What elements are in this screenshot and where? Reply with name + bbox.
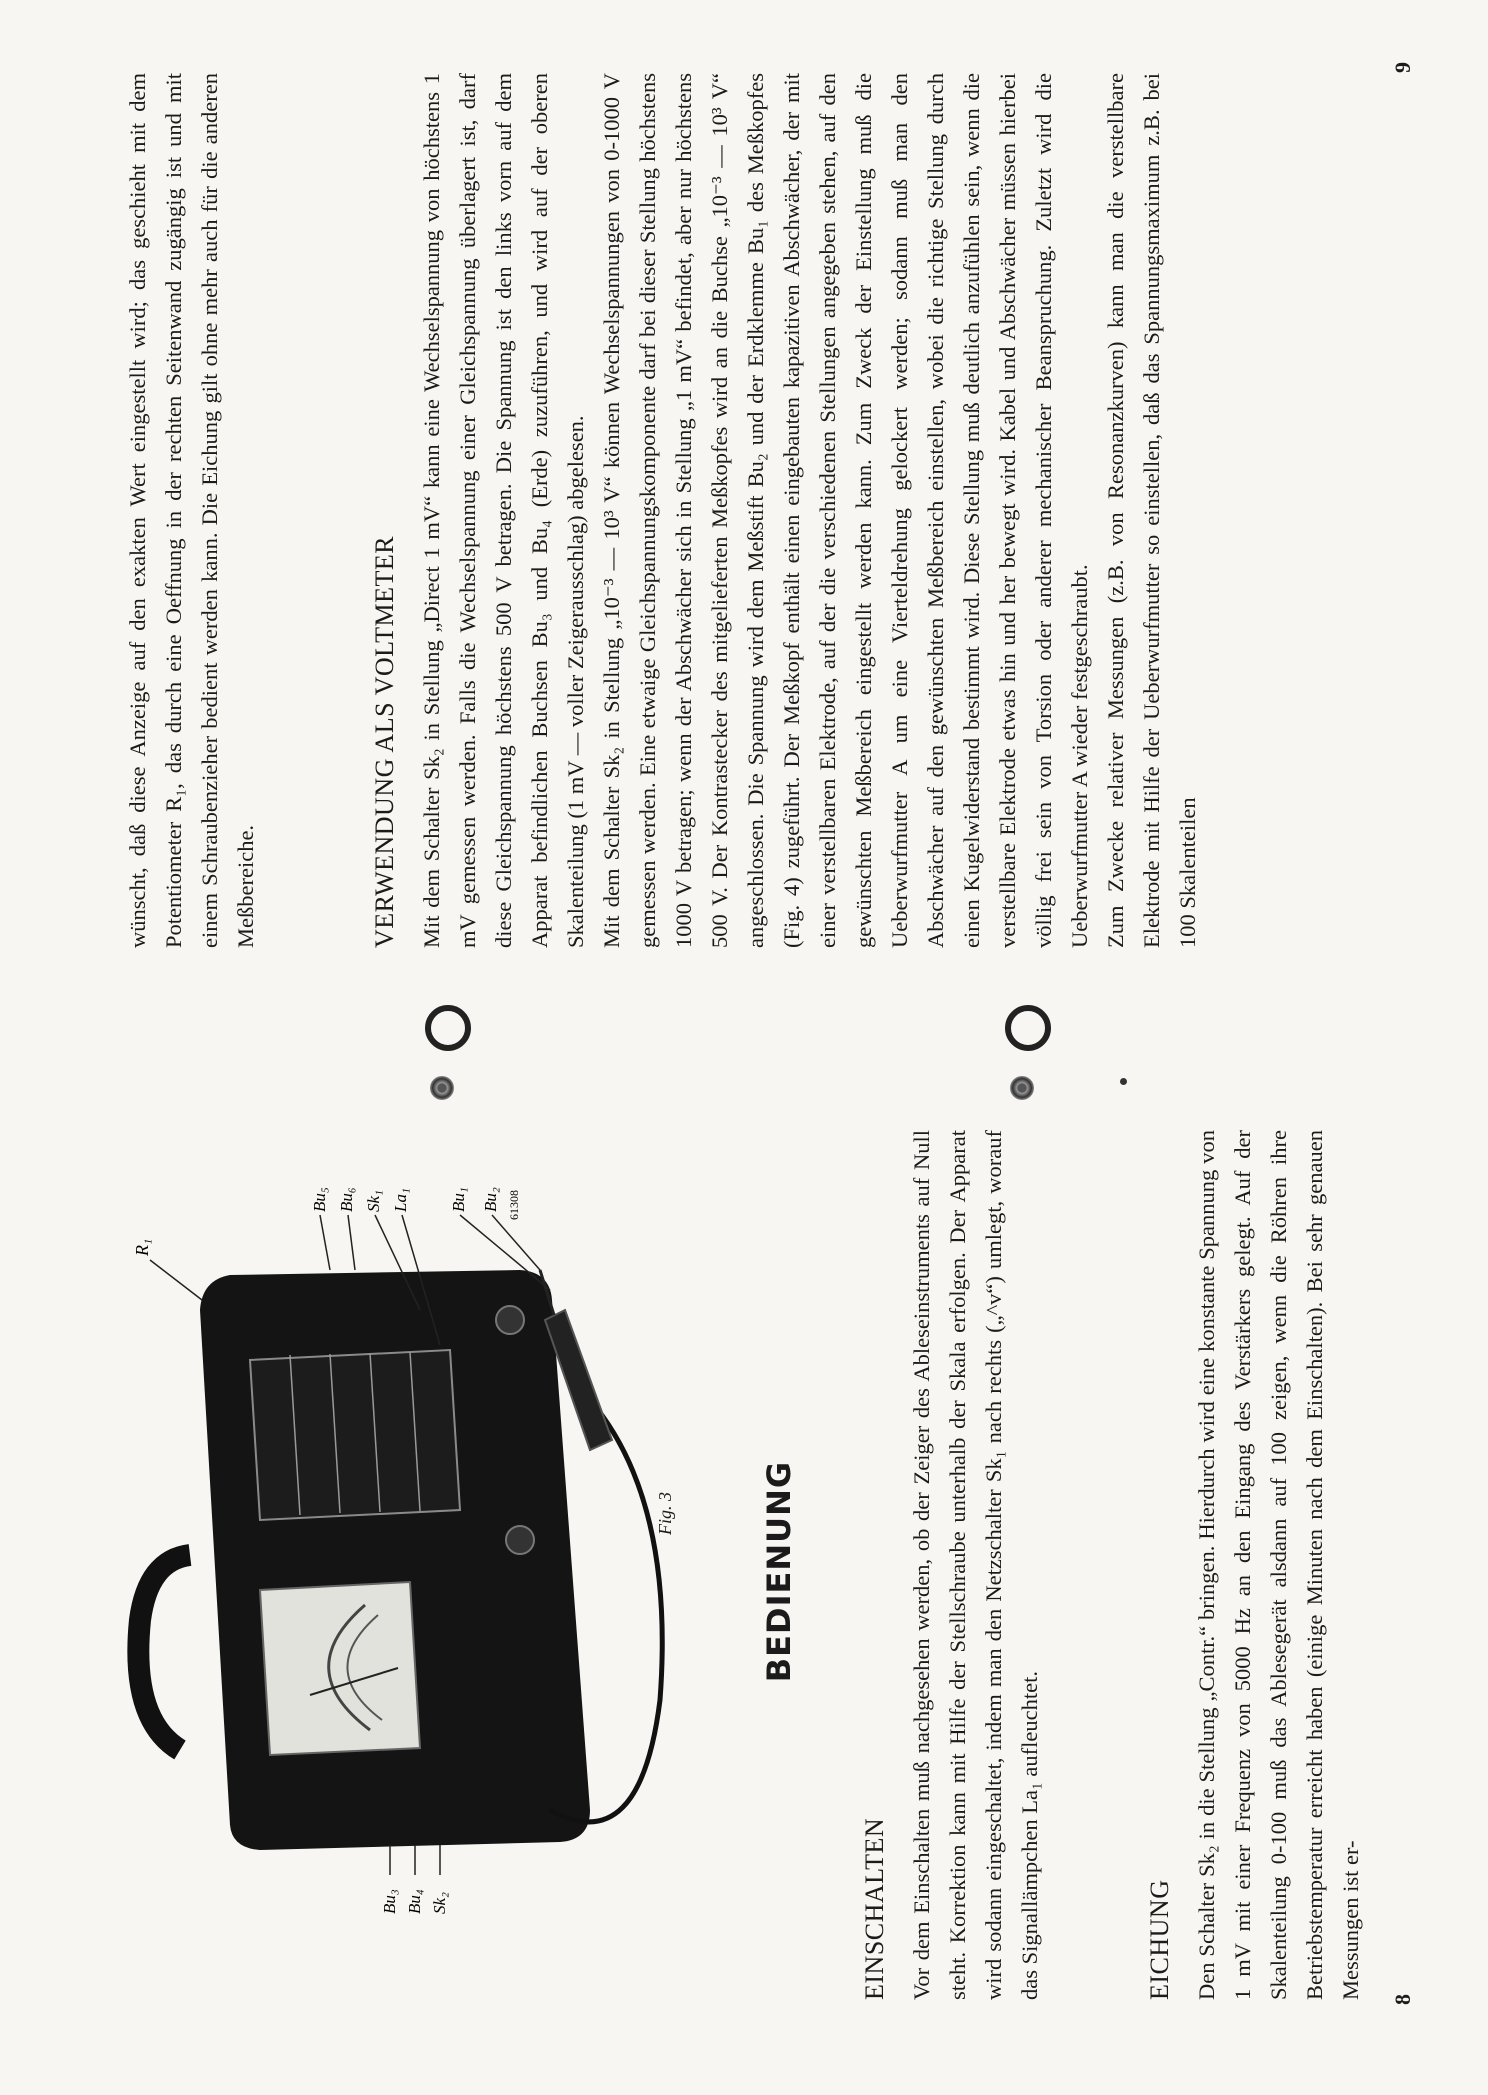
page-number-left: 8 — [1390, 1994, 1415, 2005]
range-switch-panel — [250, 1350, 460, 1520]
section-eichung — [1145, 1130, 1369, 2000]
label-bu6: Bu₆ — [337, 1187, 356, 1212]
figure-3-device-illustration — [120, 1160, 680, 1920]
main-heading-bedienung: BEDIENUNG — [760, 1460, 798, 1683]
label-bu2: Bu₂ — [481, 1187, 500, 1212]
figure-caption: Fig. 3 — [655, 1492, 675, 1535]
left-page — [0, 1048, 1488, 2095]
label-r1: R₁ — [132, 1238, 152, 1256]
rivet-mark — [430, 1076, 454, 1100]
heading-eichung: EICHUNG — [1145, 1879, 1174, 2000]
label-bu4: Bu₄ — [405, 1889, 424, 1914]
label-sk1: Sk₁ — [364, 1190, 383, 1212]
section-voltmeter — [370, 73, 1206, 948]
rivet-mark — [1010, 1076, 1034, 1100]
knob-sk1 — [496, 1306, 524, 1334]
text-voltmeter-para3: Zum Zwecke relativer Messungen (z.B. von Resonanzkurven) kann man die verstellbare Elektrode mit Hilfe der Ueberwurfmutter so einstellen, daß das Spannungsmaximum z.B. bei 100 Skalenteilen — [1103, 73, 1200, 948]
speck-mark — [1120, 1078, 1127, 1085]
text-intro-continued: wünscht, daß diese Anzeige auf den exakten Wert eingestellt wird; das geschieht mit dem Potentiometer R₁, das durch eine Oeffnung in der rechten Seitenwand zugängig ist und mit einem Schraubenzieher bedient werden kann. Die Eichung gilt ohne mehr auch für die anderen Meßbereiche. — [125, 73, 258, 948]
punch-hole — [425, 1005, 471, 1051]
punch-hole — [1005, 1005, 1051, 1051]
label-sk2: Sk₂ — [430, 1892, 449, 1914]
label-la1: La₁ — [391, 1188, 410, 1212]
section-einschalten — [860, 1130, 1048, 2000]
section-intro-continued — [120, 73, 264, 948]
text-voltmeter-para1: Mit dem Schalter Sk₂ in Stellung „Direct 1 mV“ kann eine Wechselspannung von höchstens 1 mV gemessen werden. Falls die Wechselspannung einer Gleichspannung überlagert ist, darf diese Gleichspannung höchstens 500 V betragen. Die Spannung ist den links vorn auf dem Apparat befindlichen Buchsen Bu₃ und Bu₄ (Erde) zuzuführen, und wird auf der oberen Skalenteilung (1 mV — voller Zeigerausschlag) abgelesen. — [419, 73, 588, 948]
label-bu5: Bu₅ — [310, 1187, 329, 1212]
voltmeter-device-drawing — [120, 1160, 680, 1920]
label-bu1: Bu₁ — [449, 1187, 468, 1212]
page-number-right: 9 — [1390, 62, 1415, 73]
heading-voltmeter: VERWENDUNG ALS VOLTMETER — [370, 535, 399, 948]
label-code: 61308 — [507, 1190, 521, 1220]
text-voltmeter-para2: Mit dem Schalter Sk₂ in Stellung „10⁻³ — 10³ V“ können Wechselspannungen von 0-1000 V gemessen werden. Eine etwaige Gleichspannungskomponente darf bei dieser Stellung höchstens 1000 V betragen; wenn der Abschwächer sich in Stellung „1 mV“ befindet, aber nur höchstens 500 V. Der Kontrastecker des mitgelieferten Meßkopfes wird an die Buchse „10⁻³ — 10³ V“ angeschlossen. Die Spannung wird dem Meßstift Bu₂ und der Erdklemme Bu₁ des Meßkopfes (Fig. 4) zugeführt. Der Meßkopf enthält einen eingebauten kapazitiven Abschwächer, der mit einer verstellbaren Elektrode, auf der die verschiedenen Stellungen angegeben stehen, auf den gewünschten Meßbereich eingestellt werden kann. Zum Zweck der Einstellung muß die Ueberwurfmutter A um eine Vierteldrehung gelockert werden; sodann muß man den Abschwächer auf den gewünschten Meßbereich einstellen, wobei die richtige Stellung durch einen Kugelwiderstand bestimmt wird. Diese Stellung muß deutlich anzufühlen sein, wenn die verstellbare Elektrode etwas hin und her bewegt wird. Kabel und Abschwächer müssen hierbei völlig frei sein von Torsion oder anderer mechanischer Beanspruchung. Zuletzt wird die Ueberwurfmutter A wieder festgeschraubt. — [599, 73, 1092, 948]
text-einschalten: Vor dem Einschalten muß nachgesehen werden, ob der Zeiger des Ableseinstruments auf Null steht. Korrektion kann mit Hilfe der Stellschraube unterhalb der Skala erfolgen. Der Apparat wird sodann eingeschaltet, indem man den Netzschalter Sk₁ nach rechts („^v“) umlegt, worauf das Signallämpchen La₁ aufleuchtet. — [909, 1130, 1042, 2000]
label-bu3: Bu₃ — [380, 1889, 399, 1914]
text-eichung: Den Schalter Sk₂ in die Stellung „Contr.“ bringen. Hierdurch wird eine konstante Spannung von 1 mV mit einer Frequenz von 5000 Hz an den Eingang des Verstärkers gelegt. Auf der Skalenteilung 0-100 muß das Ablesegerät alsdann auf 100 zeigen, wenn die Röhren ihre Betriebstemperatur erreicht haben (einige Minuten nach dem Einschalten). Bei sehr genauen Messungen ist er- — [1194, 1130, 1363, 2000]
heading-einschalten: EINSCHALTEN — [860, 1817, 889, 2000]
carry-handle — [138, 1555, 190, 1750]
knob-sk2 — [506, 1526, 534, 1554]
